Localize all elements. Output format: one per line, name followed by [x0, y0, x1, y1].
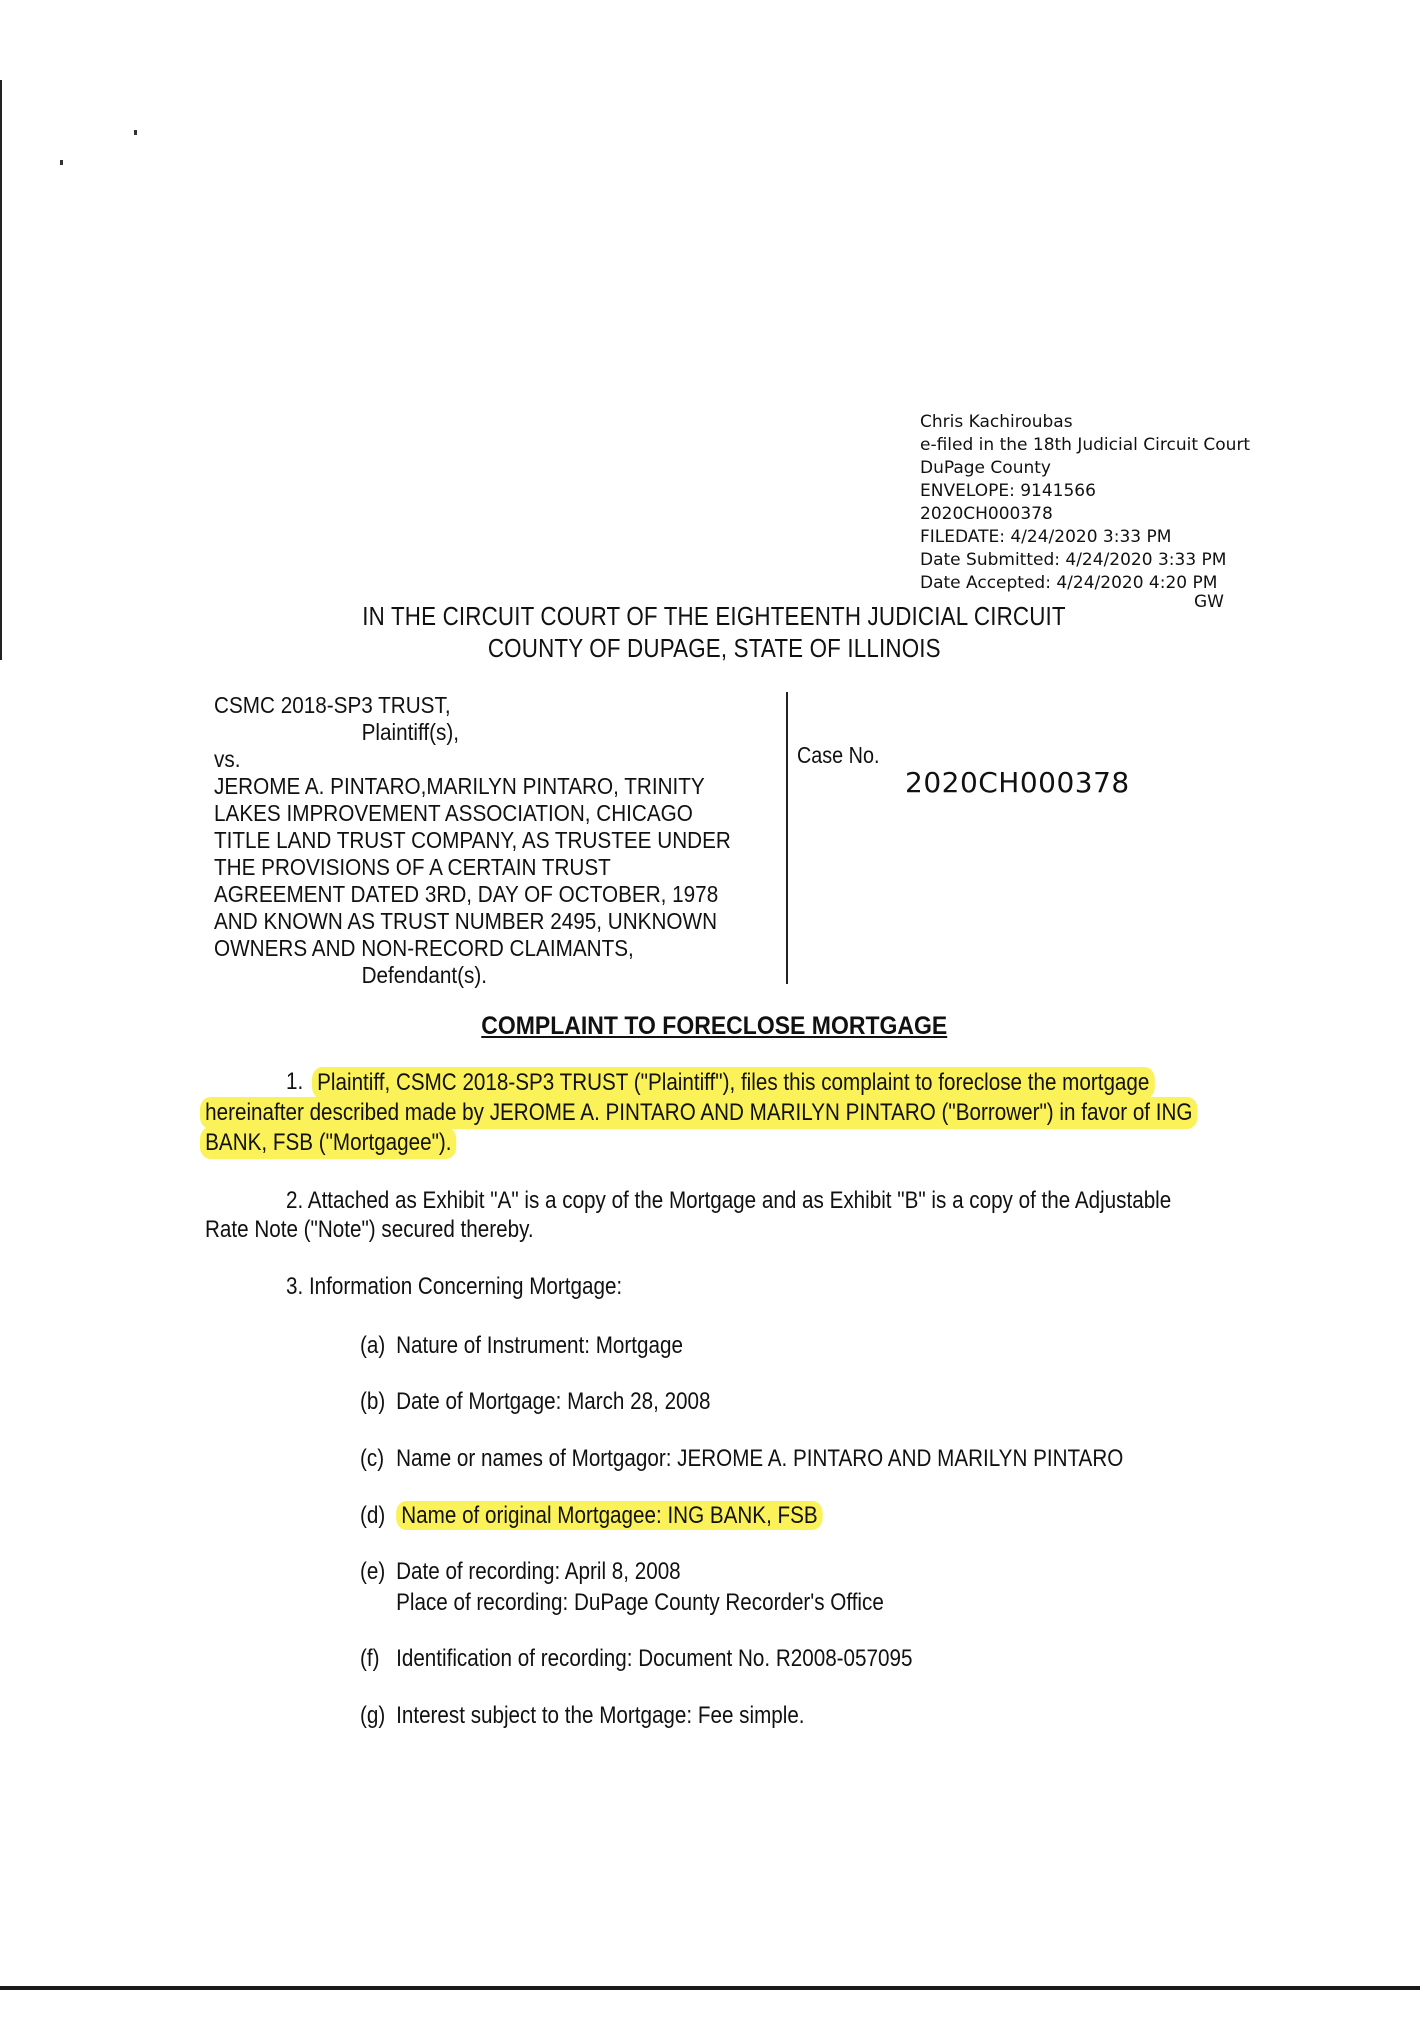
defendant-role: Defendant(s). — [361, 962, 488, 988]
mortgage-info-item-a: (a) Nature of Instrument: Mortgage — [360, 1332, 683, 1359]
defendant-line: JEROME A. PINTARO,MARILYN PINTARO, TRINITY — [214, 773, 705, 799]
plaintiff-role: Plaintiff(s), — [361, 719, 459, 745]
scan-edge-mark — [0, 80, 2, 660]
stamp-clerk: Chris Kachiroubas — [920, 412, 1073, 432]
efiling-stamp — [920, 411, 1320, 595]
stamp-county: DuPage County — [920, 458, 1051, 478]
paragraph-2-line1: 2. Attached as Exhibit "A" is a copy of the Mortgage and as Exhibit "B" is a copy of the Adjustable — [286, 1187, 1172, 1214]
plaintiff-name: CSMC 2018-SP3 TRUST, — [214, 692, 451, 718]
defendant-line: AGREEMENT DATED 3RD, DAY OF OCTOBER, 1978 — [214, 881, 719, 907]
paragraph-1-line3: BANK, FSB ("Mortgagee"). — [200, 1127, 498, 1159]
defendant-line: LAKES IMPROVEMENT ASSOCIATION, CHICAGO — [214, 800, 693, 826]
paragraph-3-heading: 3. Information Concerning Mortgage: — [286, 1273, 623, 1300]
versus-label: vs. — [214, 746, 241, 772]
stamp-case-number: 2020CH000378 — [920, 504, 1053, 524]
defendant-line: THE PROVISIONS OF A CERTAIN TRUST — [214, 854, 611, 880]
court-heading-line1: IN THE CIRCUIT COURT OF THE EIGHTEENTH JUDICIAL CIRCUIT — [362, 601, 1066, 631]
defendant-line: AND KNOWN AS TRUST NUMBER 2495, UNKNOWN — [214, 908, 718, 934]
caption-divider — [786, 692, 788, 984]
mortgage-info-item-f: (f) Identification of recording: Document No. R2008-057095 — [360, 1645, 913, 1672]
stamp-initials: GW — [1194, 592, 1224, 612]
paragraph-1-line2: hereinafter described made by JEROME A. PINTARO AND MARILYN PINTARO ("Borrower") in favor of ING — [200, 1097, 1360, 1129]
scan-speck — [60, 160, 63, 165]
paragraph-1-line1: Plaintiff, CSMC 2018-SP3 TRUST ("Plaintiff"), files this complaint to foreclose the mortgage — [312, 1067, 1292, 1099]
court-heading-line2: COUNTY OF DUPAGE, STATE OF ILLINOIS — [487, 633, 941, 663]
mortgage-info-item-e: (e) Date of recording: April 8, 2008 Place of recording: DuPage County Recorder's Office — [360, 1558, 884, 1616]
stamp-date-accepted: Date Accepted: 4/24/2020 4:20 PM — [920, 573, 1218, 593]
document-title: COMPLAINT TO FORECLOSE MORTGAGE — [481, 1012, 947, 1040]
case-caption — [214, 692, 794, 989]
case-number: 2020CH000378 — [905, 766, 1130, 799]
stamp-date-submitted: Date Submitted: 4/24/2020 3:33 PM — [920, 550, 1227, 570]
defendant-line: TITLE LAND TRUST COMPANY, AS TRUSTEE UNDER — [214, 827, 731, 853]
stamp-filedate: FILEDATE: 4/24/2020 3:33 PM — [920, 527, 1172, 547]
mortgage-info-item-d: (d) Name of original Mortgagee: ING BANK, FSB — [360, 1500, 898, 1531]
mortgage-info-item-c: (c) Name or names of Mortgagor: JEROME A. PINTARO AND MARILYN PINTARO — [360, 1445, 1124, 1472]
page-bottom-rule — [0, 1986, 1420, 1990]
case-number-label: Case No. — [797, 742, 880, 768]
stamp-court: e-filed in the 18th Judicial Circuit Court — [920, 435, 1251, 455]
scan-speck — [134, 130, 137, 135]
defendant-line: OWNERS AND NON-RECORD CLAIMANTS, — [214, 935, 634, 961]
stamp-envelope: ENVELOPE: 9141566 — [920, 481, 1096, 501]
mortgage-info-item-g: (g) Interest subject to the Mortgage: Fee simple. — [360, 1702, 805, 1729]
paragraph-1-number: 1. — [286, 1068, 304, 1095]
paragraph-2-line2: Rate Note ("Note") secured thereby. — [205, 1216, 534, 1243]
mortgage-info-item-b: (b) Date of Mortgage: March 28, 2008 — [360, 1388, 711, 1415]
